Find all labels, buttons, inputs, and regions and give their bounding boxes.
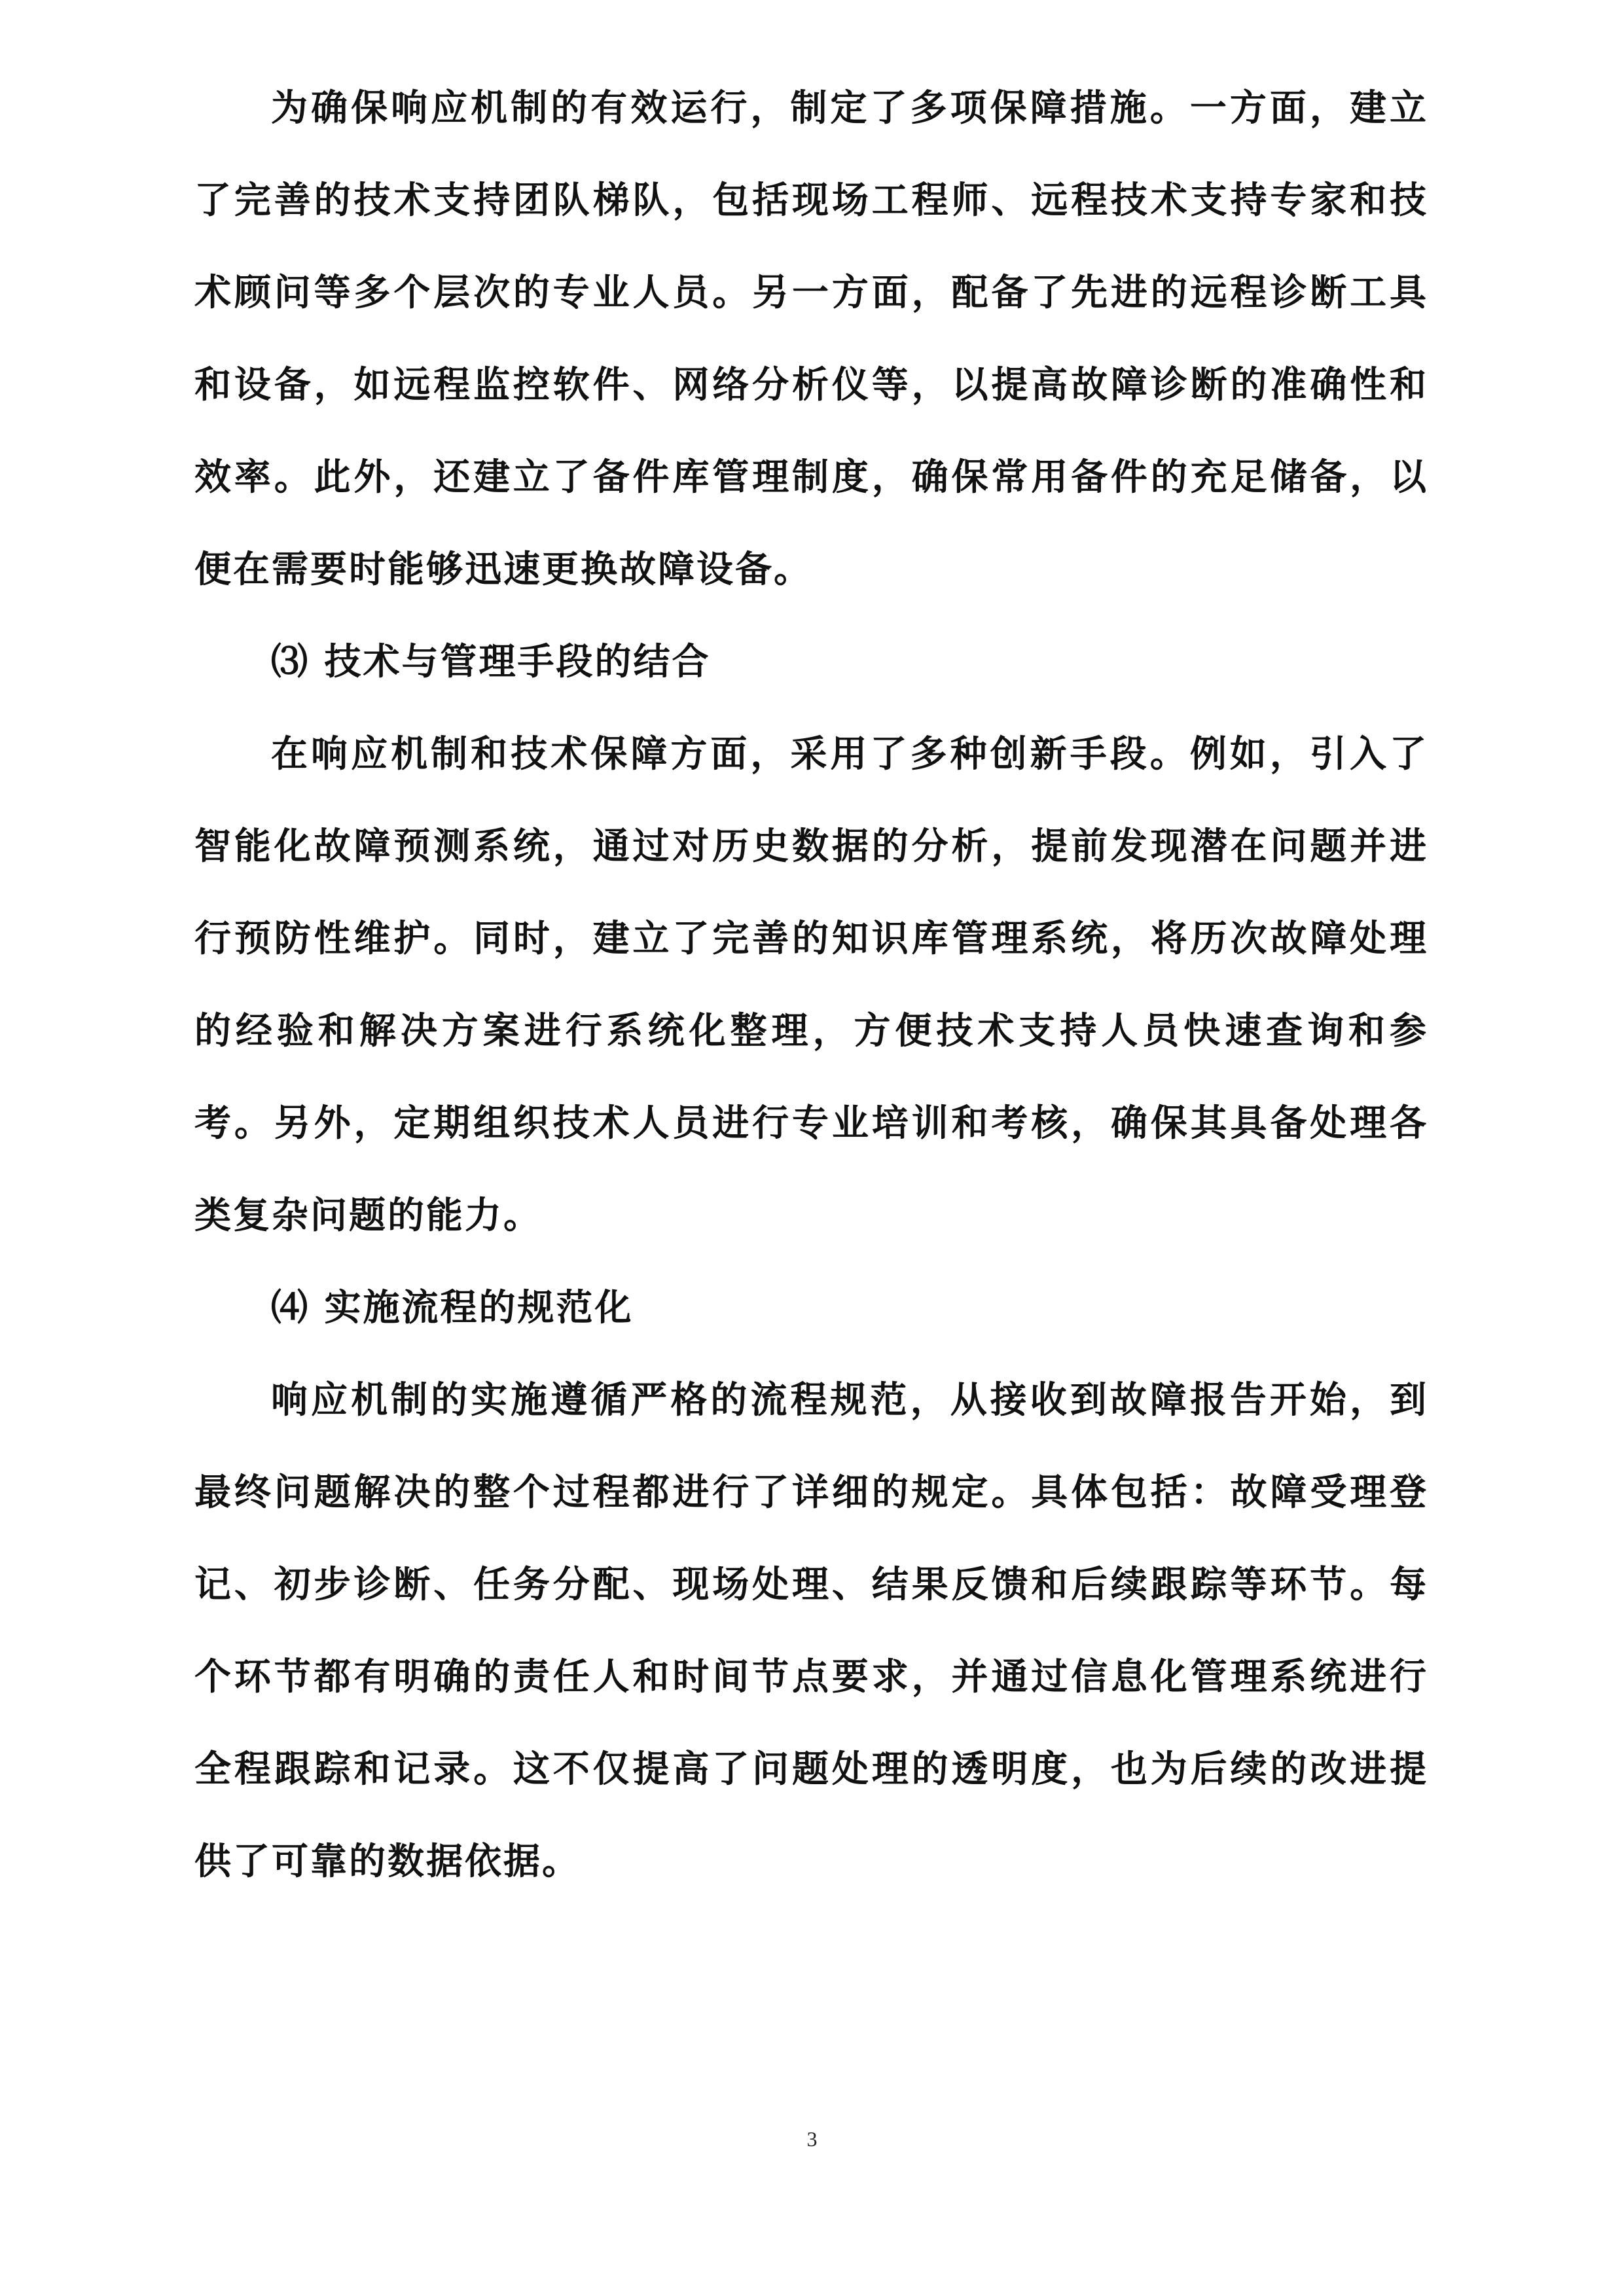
document-body (194, 62, 1428, 1908)
page-number: 3 (806, 2127, 818, 2151)
paragraph-innovation-means: 在响应机制和技术保障方面，采用了多种创新手段。例如，引入了智能化故障预测系统，通过对历史数据的分析，提前发现潜在问题并进行预防性维护。同时，建立了完善的知识库管理系统，将历次故障处理的经验和解决方案进行系统化整理，方便技术支持人员快速查询和参考。另外，定期组织技术人员进行专业培训和考核，确保其具备处理各类复杂问题的能力。 (194, 732, 1428, 1237)
section-heading-3: ⑶ 技术与管理手段的结合 (271, 640, 711, 683)
paragraph-process-standardization: 响应机制的实施遵循严格的流程规范，从接收到故障报告开始，到最终问题解决的整个过程都进行了详细的规定。具体包括：故障受理登记、初步诊断、任务分配、现场处理、结果反馈和后续跟踪等环节。每个环节都有明确的责任人和时间节点要求，并通过信息化管理系统进行全程跟踪和记录。这不仅提高了问题处理的透明度，也为后续的改进提供了可靠的数据依据。 (194, 1378, 1428, 1883)
paragraph-support-measures: 为确保响应机制的有效运行，制定了多项保障措施。一方面，建立了完善的技术支持团队梯队，包括现场工程师、远程技术支持专家和技术顾问等多个层次的专业人员。另一方面，配备了先进的远程诊断工具和设备，如远程监控软件、网络分析仪等，以提高故障诊断的准确性和效率。此外，还建立了备件库管理制度，确保常用备件的充足储备，以便在需要时能够迅速更换故障设备。 (194, 86, 1428, 591)
section-heading-4: ⑷ 实施流程的规范化 (271, 1286, 634, 1329)
